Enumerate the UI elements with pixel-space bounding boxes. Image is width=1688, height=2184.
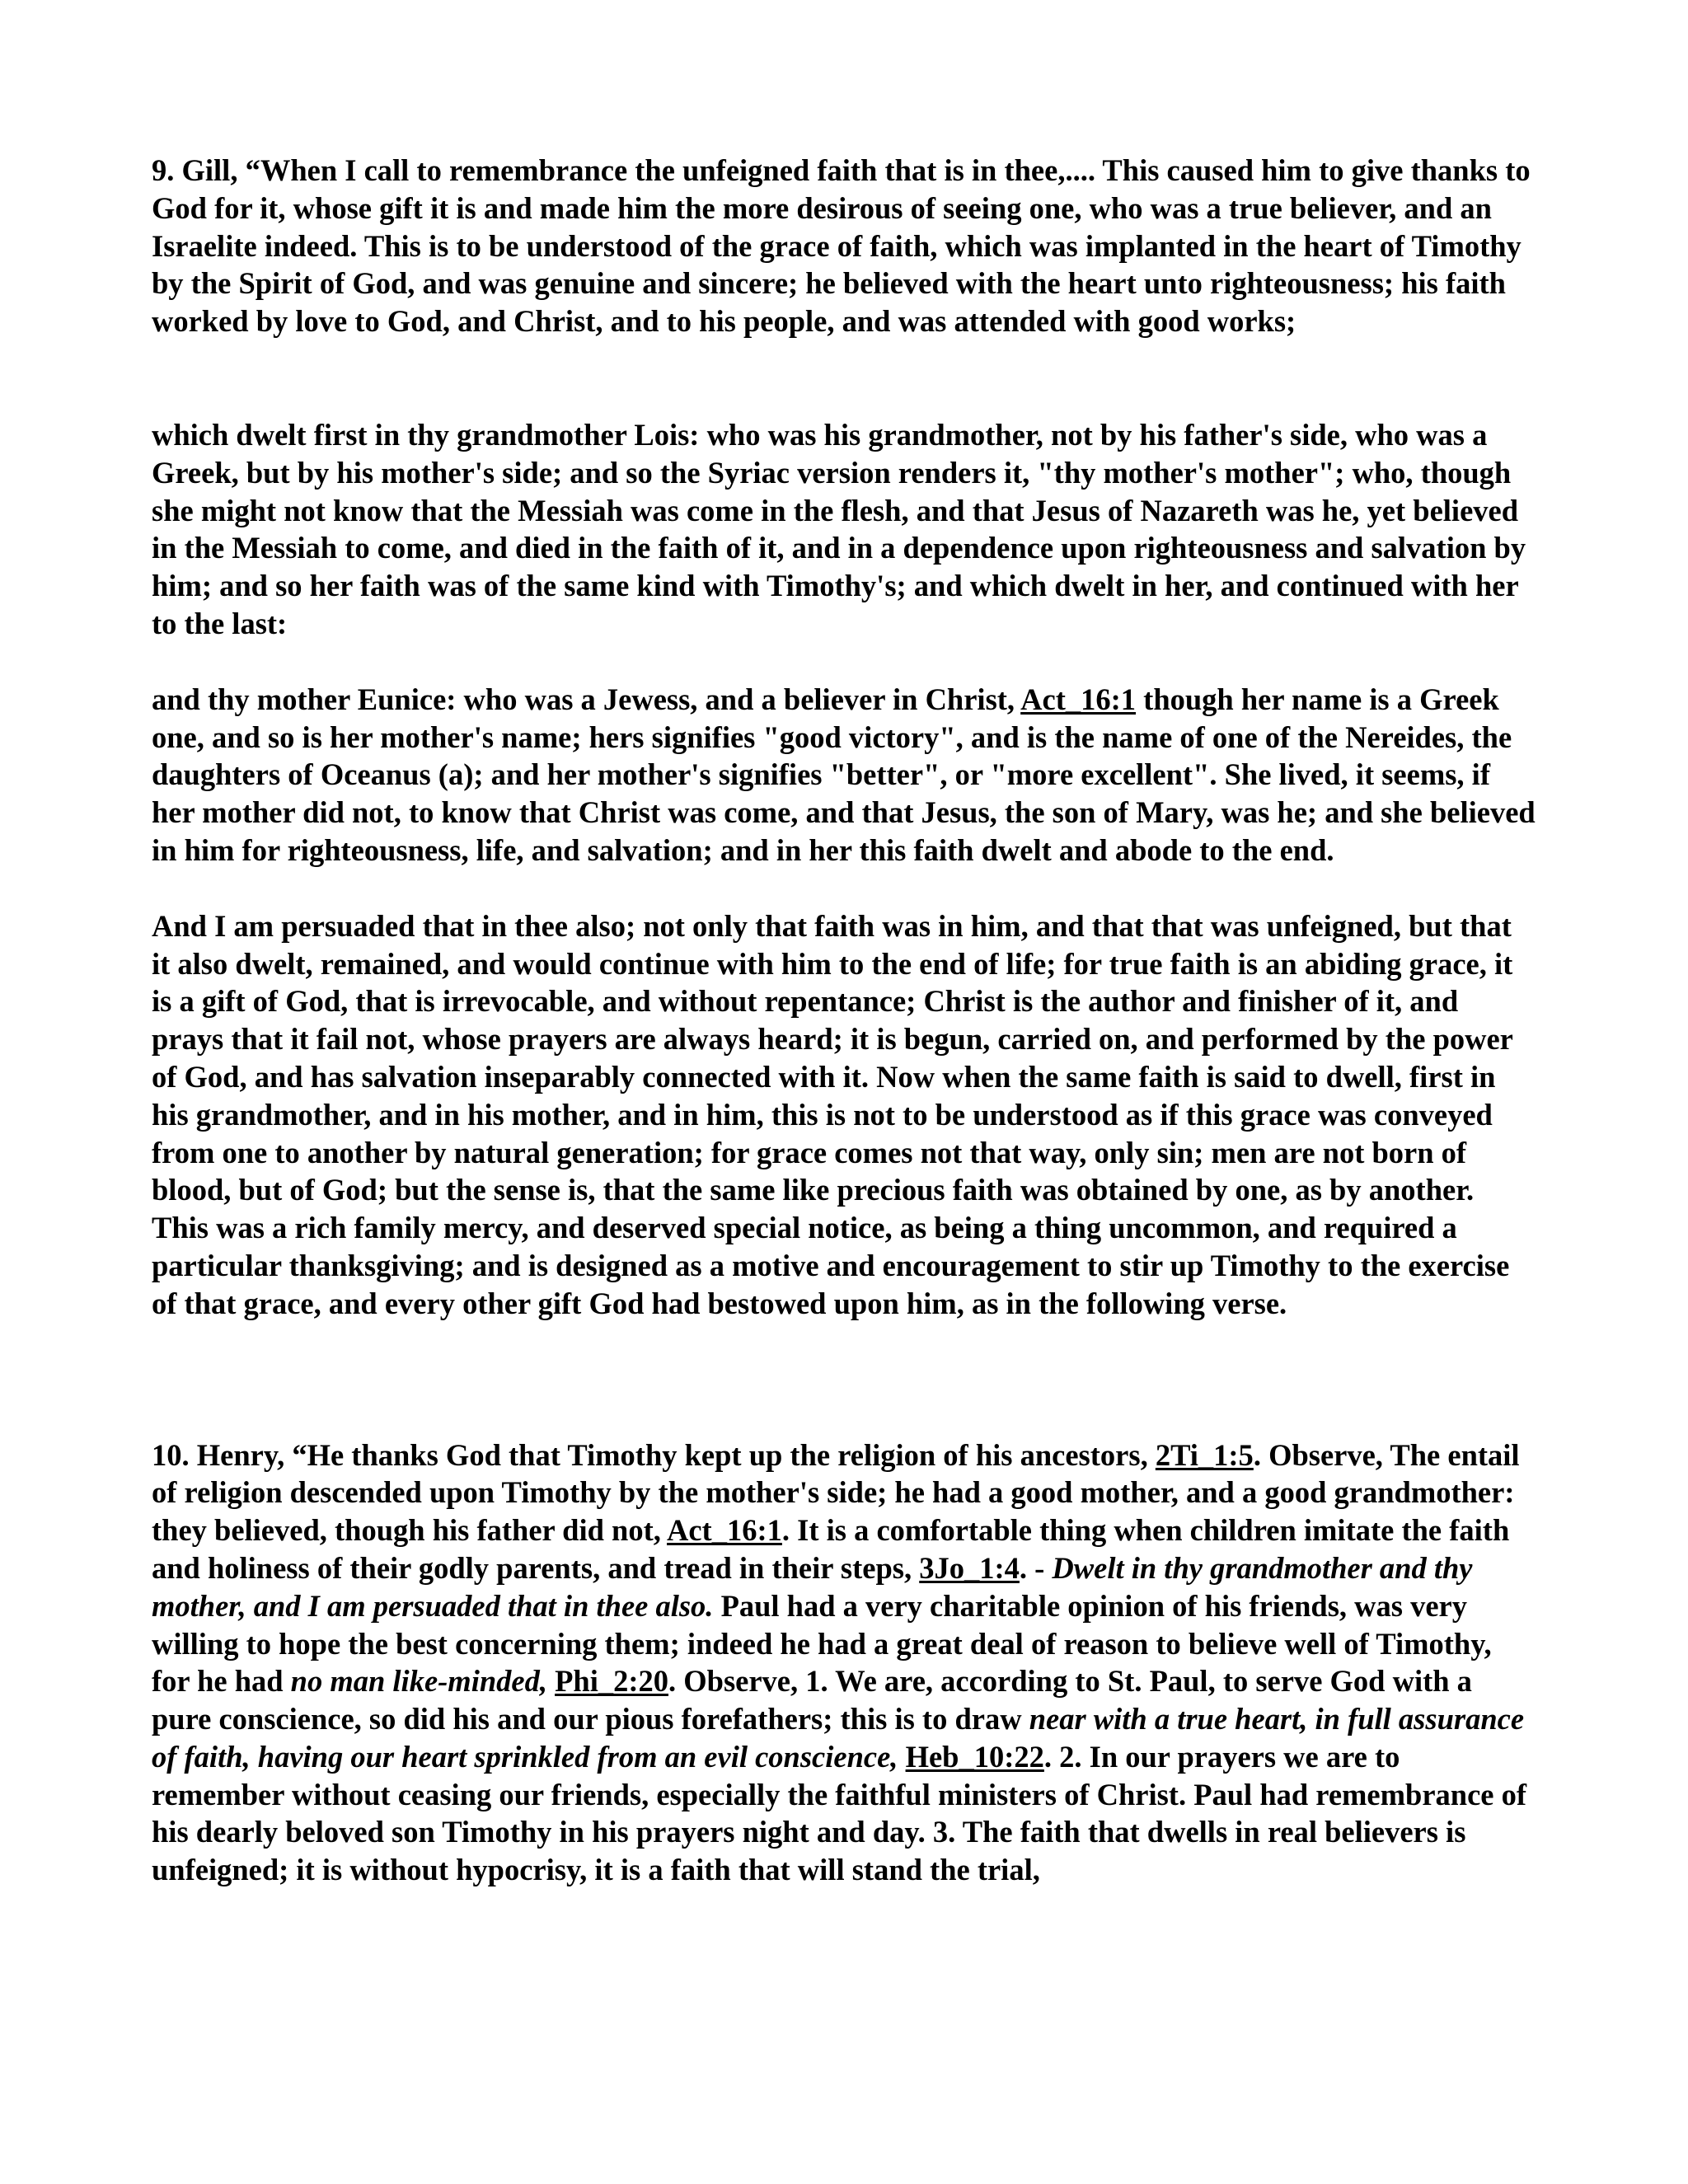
scripture-link-act-16-1[interactable]: Act_16:1 — [1020, 682, 1137, 716]
document-page — [152, 152, 1536, 2163]
paragraph-text — [898, 1740, 905, 1774]
scripture-link-heb-10-22[interactable]: Heb_10:22 — [905, 1739, 1044, 1774]
paragraph-text: Paul had a very charitable opinion of his friends, was very willing to hope the best concerning them; indeed he had a great deal of reason to believe well of Timothy, for he had — [152, 1588, 1492, 1699]
section-spacer — [152, 1323, 1536, 1436]
paragraph-spacer — [152, 869, 1536, 907]
gill-paragraph-2: which dwelt first in thy grandmother Lois: who was his grandmother, not by his father's side, who was a Greek, but by his mother's side; and so the Syriac version renders it, "thy mother's mother"; who, though she might not know that the Messiah was come in the flesh, and that Jesus of Nazareth was he, yet believed in the Messiah to come, and died in the faith of it, and in a dependence upon righteousness and salvation by him; and so her faith was of the same kind with Timothy's; and which dwelt in her, and continued with her to the last: — [152, 417, 1526, 640]
scripture-link-3jo-1-4[interactable]: 3Jo_1:4 — [919, 1550, 1020, 1585]
scripture-link-2ti-1-5[interactable]: 2Ti_1:5 — [1155, 1437, 1254, 1472]
gill-paragraph-3 — [152, 681, 1536, 869]
paragraph-text: . It is a comfortable thing when children imitate the faith and holiness of their godly parents, and tread in their steps, — [152, 1513, 1510, 1585]
paragraph-text: . Observe, 1. We are, according to St. Paul, to serve God with a pure conscience, so did his and our pious forefathers; this is to draw — [152, 1664, 1472, 1736]
paragraph-text — [547, 1664, 555, 1698]
paragraph-text: . 2. In our prayers we are to remember without ceasing our friends, especially the faithful ministers of Christ. Paul had remembrance of his dearly beloved son Timothy in his prayers night and day. 3. The faith that dwells in real believers is unfeigned; it is without hypocrisy, it is a faith that will stand the trial, — [152, 1739, 1527, 1887]
henry-paragraph — [152, 1436, 1536, 1890]
paragraph-spacer — [152, 340, 1536, 416]
gill-paragraph-1: 9. Gill, “When I call to remembrance the unfeigned faith that is in thee,.... This caused him to give thanks to God for it, whose gift it is and made him the more desirous of seeing one, who was a true believer, and an Israelite indeed. This is to be understood of the grace of faith, which was implanted in the heart of Timothy by the Spirit of God, and was genuine and sincere; he believed with the heart unto righteousness; his faith worked by love to God, and Christ, and to his people, and was attended with good works; — [152, 153, 1531, 339]
scripture-link-phi-2-20[interactable]: Phi_2:20 — [555, 1664, 668, 1699]
paragraph-text: 10. Henry, “He thanks God that Timothy kept up the religion of his ancestors, — [152, 1437, 1156, 1472]
italic-quote: Dwelt in thy grandmother and thy mother, and I am persuaded that in thee also. — [152, 1550, 1473, 1623]
paragraph-text: . - — [1019, 1550, 1053, 1585]
italic-quote: near with a true heart, in full assurance of faith, having our heart sprinkled from an evil conscience, — [152, 1702, 1525, 1774]
paragraph-text: and thy mother Eunice: who was a Jewess, and a believer in Christ, — [152, 682, 1021, 716]
paragraph-spacer — [152, 643, 1536, 681]
gill-paragraph-4: And I am persuaded that in thee also; not only that faith was in him, and that that was unfeigned, but that it also dwelt, remained, and would continue with him to the end of life; for true faith is an abiding grace, it is a gift of God, that is irrevocable, and without repentance; Christ is the author and finisher of it, and prays that it fail not, whose prayers are always heard; it is begun, carried on, and performed by the power of God, and has salvation inseparably connected with it. Now when the same faith is said to dwell, first in his grandmother, and in his mother, and in him, this is not to be understood as if this grace was conveyed from one to another by natural generation; for grace comes not that way, only sin; men are not born of blood, but of God; but the sense is, that the same like precious faith was obtained by one, as by another. This was a rich family mercy, and deserved special notice, as being a thing uncommon, and required a particular thanksgiving; and is designed as a motive and encouragement to stir up Timothy to the exercise of that grace, and every other gift God had bestowed upon him, as in the following verse. — [152, 908, 1513, 1320]
italic-quote: no man like-minded, — [290, 1664, 547, 1699]
scripture-link-act-16-1[interactable]: Act_16:1 — [667, 1513, 782, 1548]
paragraph-text: though her name is a Greek one, and so is her mother's name; hers signifies "good victory", and is the name of one of the Nereides, the daughters of Oceanus (a); and her mother's signifies "better", or "more excellent". She lived, it seems, if her mother did not, to know that Christ was come, and that Jesus, the son of Mary, was he; and she believed in him for righteousness, life, and salvation; and in her this faith dwelt and abode to the end. — [152, 682, 1536, 867]
paragraph-text: . Observe, The entail of religion descended upon Timothy by the mother's side; he had a good mother, and a good grandmother: they believed, though his father did not, — [152, 1437, 1520, 1548]
